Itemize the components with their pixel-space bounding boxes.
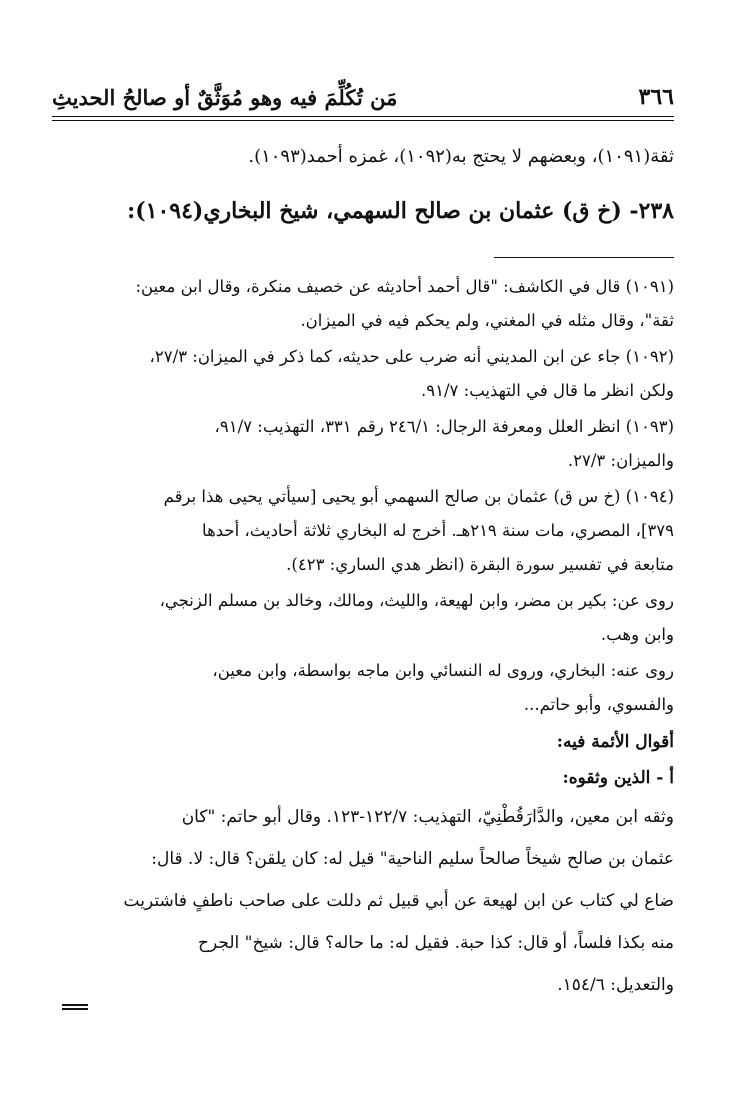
footnote-line: ولكن انظر ما قال في التهذيب: ٩١/٧. xyxy=(421,381,674,400)
footnote-separator xyxy=(494,257,674,258)
entry-title: ٢٣٨- (خ ق) عثمان بن صالح السهمي، شيخ البخاري(١٠٩٤): xyxy=(127,198,674,224)
footnote-1094 xyxy=(52,480,674,582)
footnote-line: وابن وهب. xyxy=(600,625,674,644)
footnote-line: متابعة في تفسير سورة البقرة (انظر هدي الساري: ٤٢٣). xyxy=(286,555,674,574)
footnote-1093 xyxy=(52,410,674,478)
footnote-line: (١٠٩٢) جاء عن ابن المديني أنه ضرب على حديثه، كما ذكر في الميزان: ٢٧/٣، xyxy=(149,347,674,366)
footnote-line: ٣٧٩]، المصري، مات سنة ٢١٩هـ. أخرج له البخاري ثلاثة أحاديث، أحدها xyxy=(202,521,674,540)
footnote-1092 xyxy=(52,340,674,408)
running-title: مَن تُكُلِّمَ فيه وهو مُوَثَّقٌ أو صالحُ الحديثِ xyxy=(52,85,398,110)
page-header xyxy=(52,70,674,110)
footnote-line: والفسوي، وأبو حاتم... xyxy=(523,695,674,714)
body-line: وثقه ابن معين، والدَّارَقُطْنِيّ، التهذيب: ١٢٢/٧-١٢٣. وقال أبو حاتم: "كان xyxy=(181,807,674,827)
intro-line: ثقة(١٠٩١)، وبعضهم لا يحتج به(١٠٩٢)، غمزه أحمد(١٠٩٣). xyxy=(248,146,674,167)
footnote-line: روى عنه: البخاري، وروى له النسائي وابن ماجه بواسطة، وابن معين، xyxy=(212,661,674,680)
end-of-page-mark xyxy=(62,1004,88,1012)
narrated-from xyxy=(52,584,674,652)
body-line: عثمان بن صالح شيخاً صالحاً سليم الناحية" قيل له: كان يلقن؟ قال: لا. قال: xyxy=(151,849,674,869)
footnote-line: والميزان: ٢٧/٣. xyxy=(567,451,674,470)
footnote-1091 xyxy=(52,270,674,338)
page-number: ٣٦٦ xyxy=(638,84,674,110)
body-line: منه بكذا فلساً، أو قال: كذا حبة. فقيل له: ما حاله؟ قال: شيخ" الجرح xyxy=(198,933,674,953)
footnotes xyxy=(52,270,674,722)
body-line: ضاع لي كتاب عن ابن لهيعة عن أبي قبيل ثم دللت على صاحب ناطفٍ فاشتريت xyxy=(123,891,674,911)
header-rule xyxy=(52,116,674,121)
footnote-line: ثقة"، وقال مثله في المغني، ولم يحكم فيه في الميزان. xyxy=(300,311,674,330)
narrated-by xyxy=(52,654,674,722)
body-text xyxy=(52,796,674,1006)
footnote-line: روى عن: بكير بن مضر، وابن لهيعة، والليث، ومالك، وخالد بن مسلم الزنجي، xyxy=(159,591,674,610)
subsection-heading: أ - الذين وثقوه: xyxy=(562,768,674,788)
body-line: والتعديل: ١٥٤/٦. xyxy=(557,975,674,995)
footnote-line: (١٠٩٣) انظر العلل ومعرفة الرجال: ٢٤٦/١ رقم ٣٣١، التهذيب: ٩١/٧، xyxy=(214,417,674,436)
footnote-line: (١٠٩١) قال في الكاشف: "قال أحمد أحاديثه عن خصيف منكرة، وقال ابن معين: xyxy=(135,277,674,296)
book-page xyxy=(52,70,674,1006)
section-heading: أقوال الأئمة فيه: xyxy=(556,732,674,752)
footnote-line: (١٠٩٤) (خ س ق) عثمان بن صالح السهمي أبو يحيى [سيأتي يحيى هذا برقم xyxy=(163,487,674,506)
